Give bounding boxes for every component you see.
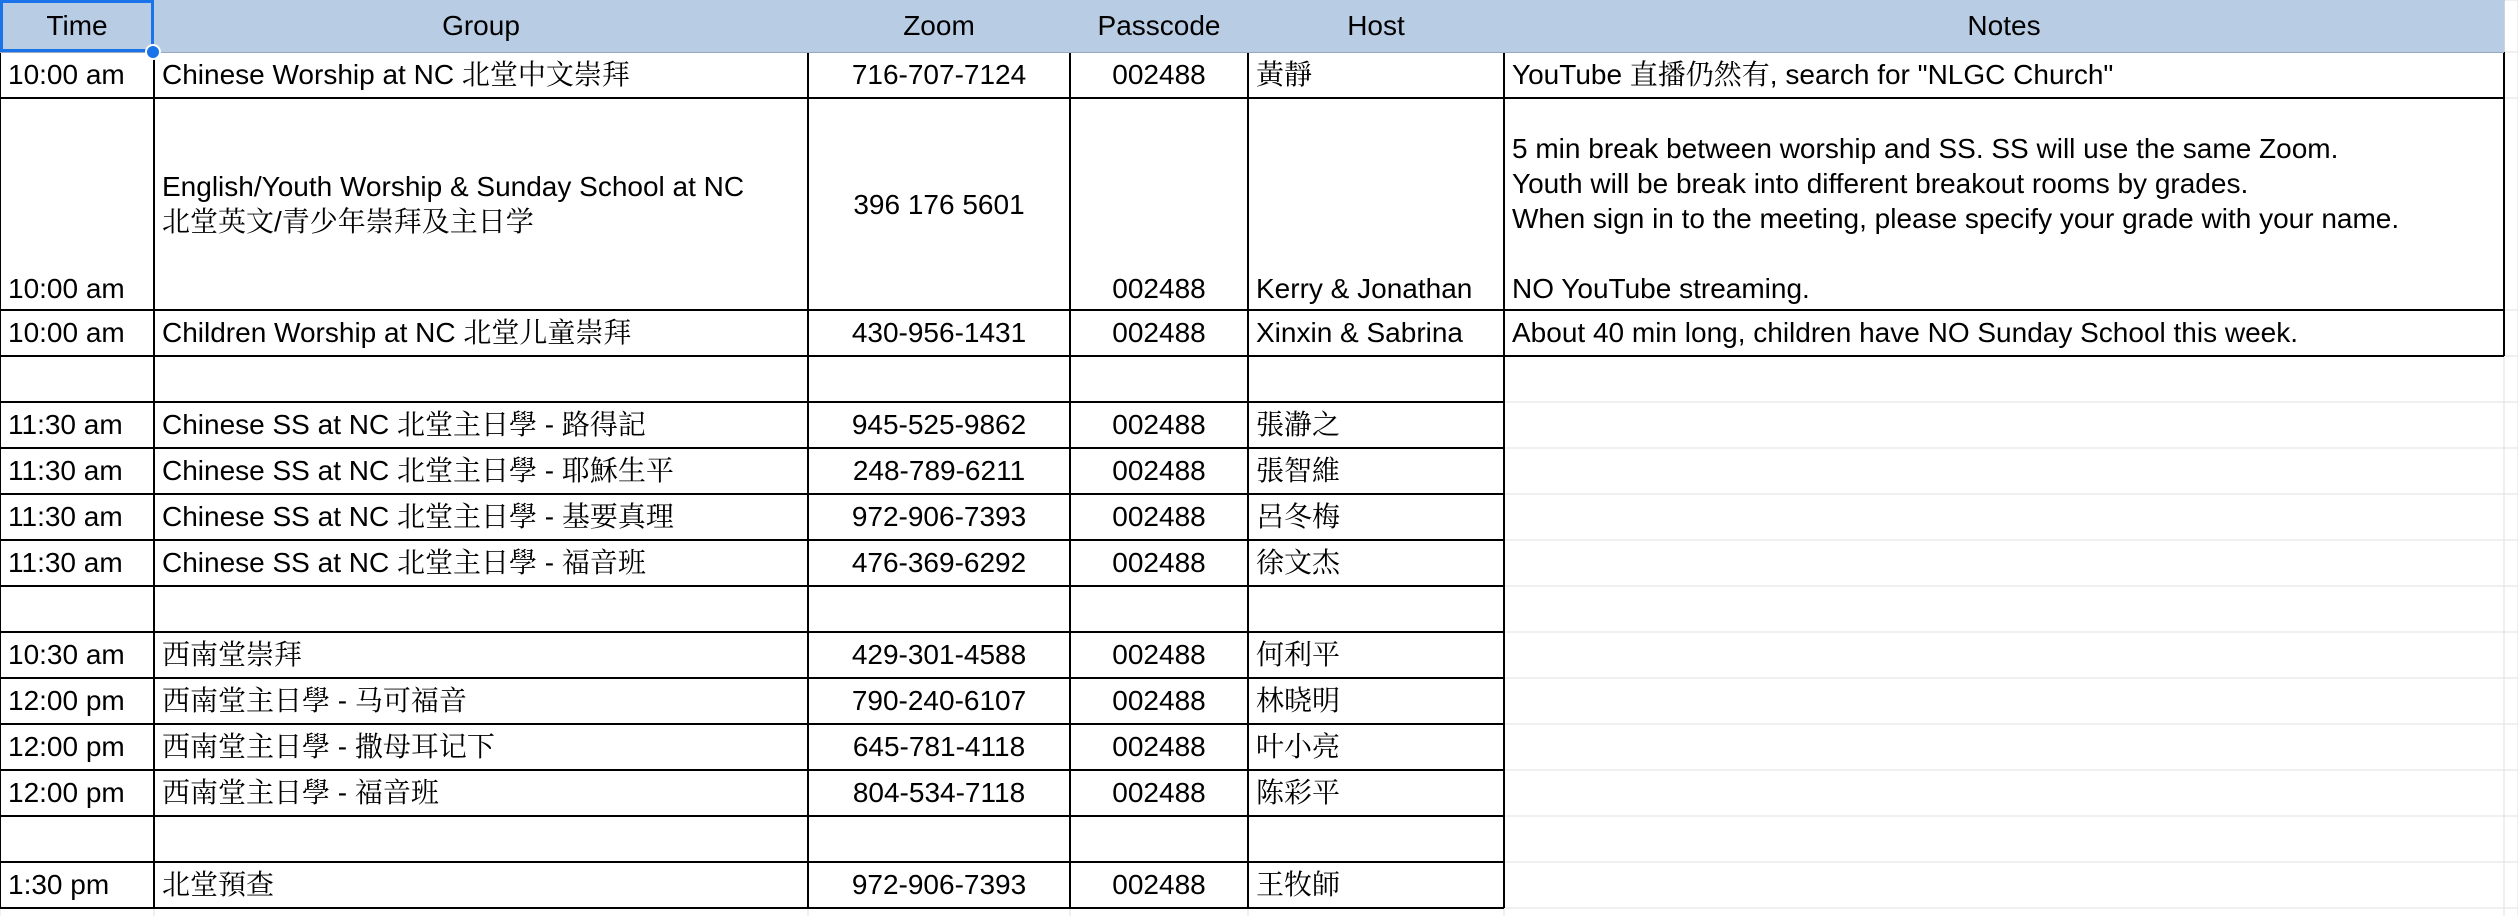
cell-passcode[interactable]: 002488 xyxy=(1112,501,1206,532)
cell-time[interactable]: 11:30 am xyxy=(8,409,123,440)
header-zoom[interactable]: Zoom xyxy=(808,0,1070,52)
cell-time[interactable]: 11:30 am xyxy=(8,455,123,486)
cell-group[interactable] xyxy=(154,356,808,402)
cell-zoom[interactable]: 645-781-4118 xyxy=(852,731,1026,762)
cell-notes[interactable] xyxy=(1504,494,2504,540)
header-time[interactable]: Time xyxy=(0,0,154,52)
cell-time[interactable]: 10:00 am xyxy=(8,317,125,348)
cell-host[interactable]: Kerry & Jonathan xyxy=(1256,273,1473,304)
cell-notes[interactable] xyxy=(1504,632,2504,678)
cell-zoom[interactable]: 945-525-9862 xyxy=(851,409,1027,440)
cell-group[interactable]: 西南堂主日學 - 福音班 xyxy=(162,777,439,808)
cell-passcode[interactable] xyxy=(1070,816,1248,862)
cell-host[interactable]: Xinxin & Sabrina xyxy=(1256,317,1464,348)
cell-notes[interactable] xyxy=(1504,816,2504,862)
cell-notes[interactable]: 5 min break between worship and SS. SS will use the same Zoom. Youth will be break into different breakout rooms by grades. When sign in to the meeting, please specify your grade with your name. NO YouTube streaming. xyxy=(1512,133,2400,304)
cell-group[interactable] xyxy=(154,586,808,632)
cell-time[interactable]: 10:00 am xyxy=(8,273,125,304)
header-notes[interactable]: Notes xyxy=(1504,0,2504,52)
cell-host[interactable]: 陈彩平 xyxy=(1256,777,1341,808)
cell-zoom[interactable] xyxy=(808,816,1070,862)
cell-time[interactable]: 11:30 am xyxy=(8,547,123,578)
cell-passcode[interactable] xyxy=(1070,356,1248,402)
cell-host[interactable]: 叶小亮 xyxy=(1256,731,1341,762)
cell-group[interactable]: 西南堂主日學 - 撒母耳记下 xyxy=(162,731,495,762)
cell-zoom[interactable] xyxy=(808,586,1070,632)
header-host[interactable]: Host xyxy=(1248,0,1504,52)
cell-host[interactable]: 林晓明 xyxy=(1256,685,1341,716)
cell-passcode[interactable]: 002488 xyxy=(1112,317,1206,348)
cell-group[interactable] xyxy=(154,816,808,862)
cell-zoom[interactable]: 430-956-1431 xyxy=(851,317,1027,348)
header-group[interactable]: Group xyxy=(154,0,808,52)
cell-passcode[interactable]: 002488 xyxy=(1112,455,1206,486)
cell-notes[interactable]: YouTube 直播仍然有, search for "NLGC Church" xyxy=(1512,59,2114,90)
cell-time[interactable]: 10:00 am xyxy=(8,59,125,90)
cell-passcode[interactable]: 002488 xyxy=(1112,639,1206,670)
cell-host[interactable]: 徐文杰 xyxy=(1256,547,1341,578)
cell-host[interactable]: 張智維 xyxy=(1256,455,1341,486)
cell-group[interactable]: Chinese SS at NC 北堂主日學 - 耶穌生平 xyxy=(162,455,674,486)
cell-notes[interactable] xyxy=(1504,586,2504,632)
cell-time[interactable] xyxy=(0,356,154,402)
cell-group[interactable]: Chinese SS at NC 北堂主日學 - 福音班 xyxy=(162,547,646,578)
cell-passcode[interactable]: 002488 xyxy=(1112,869,1206,900)
cell-notes[interactable] xyxy=(1504,402,2504,448)
cell-notes[interactable] xyxy=(1504,678,2504,724)
cell-zoom[interactable]: 790-240-6107 xyxy=(851,685,1027,716)
cell-passcode[interactable] xyxy=(1070,586,1248,632)
cell-notes[interactable] xyxy=(1504,862,2504,908)
cell-passcode[interactable]: 002488 xyxy=(1112,777,1206,808)
cell-group[interactable]: Children Worship at NC 北堂儿童崇拜 xyxy=(162,317,632,348)
cell-group[interactable]: English/Youth Worship & Sunday School at NC 北堂英文/青少年崇拜及主日学 xyxy=(162,171,745,237)
cell-zoom[interactable]: 476-369-6292 xyxy=(851,547,1027,578)
cell-zoom[interactable] xyxy=(808,356,1070,402)
cell-notes[interactable] xyxy=(1504,448,2504,494)
cell-zoom[interactable]: 429-301-4588 xyxy=(851,639,1027,670)
cell-notes[interactable] xyxy=(1504,356,2504,402)
cell-passcode[interactable]: 002488 xyxy=(1112,59,1206,90)
cell-zoom[interactable]: 972-906-7393 xyxy=(851,869,1027,900)
cell-zoom[interactable]: 248-789-6211 xyxy=(852,455,1026,486)
cell-host[interactable]: 張瀞之 xyxy=(1256,409,1341,440)
cell-notes[interactable] xyxy=(1504,540,2504,586)
cell-group[interactable]: 西南堂主日學 - 马可福音 xyxy=(162,685,467,716)
cell-passcode[interactable]: 002488 xyxy=(1112,273,1206,304)
cell-zoom[interactable]: 972-906-7393 xyxy=(851,501,1027,532)
cell-time[interactable]: 1:30 pm xyxy=(8,869,110,900)
cell-group[interactable]: 西南堂崇拜 xyxy=(162,639,303,670)
cell-passcode[interactable]: 002488 xyxy=(1112,547,1206,578)
cell-group[interactable]: Chinese Worship at NC 北堂中文崇拜 xyxy=(162,59,630,90)
cell-host[interactable] xyxy=(1248,586,1504,632)
cell-host[interactable] xyxy=(1248,816,1504,862)
cell-zoom[interactable]: 716-707-7124 xyxy=(851,59,1027,90)
cell-passcode[interactable]: 002488 xyxy=(1112,685,1206,716)
header-passcode[interactable]: Passcode xyxy=(1070,0,1248,52)
cell-passcode[interactable]: 002488 xyxy=(1112,731,1206,762)
cell-time[interactable] xyxy=(0,586,154,632)
cell-notes[interactable] xyxy=(1504,770,2504,816)
cell-host[interactable]: 呂冬梅 xyxy=(1256,501,1341,532)
cell-group[interactable]: Chinese SS at NC 北堂主日學 - 基要真理 xyxy=(162,501,674,532)
cell-time[interactable]: 12:00 pm xyxy=(8,685,125,716)
cell-host[interactable] xyxy=(1248,356,1504,402)
cell-notes[interactable]: About 40 min long, children have NO Sunday School this week. xyxy=(1512,317,2299,348)
cell-group[interactable]: 北堂預查 xyxy=(162,869,275,900)
cell-time[interactable]: 10:30 am xyxy=(8,639,125,670)
cell-group[interactable]: Chinese SS at NC 北堂主日學 - 路得記 xyxy=(162,409,646,440)
cell-time[interactable]: 11:30 am xyxy=(8,501,123,532)
cell-host[interactable]: 王牧師 xyxy=(1256,869,1341,900)
cell-host[interactable]: 黃靜 xyxy=(1256,59,1313,90)
cell-passcode[interactable]: 002488 xyxy=(1112,409,1206,440)
cell-zoom[interactable]: 804-534-7118 xyxy=(852,777,1026,808)
cell-time[interactable] xyxy=(0,816,154,862)
cell-time[interactable]: 12:00 pm xyxy=(8,731,125,762)
cell-host[interactable]: 何利平 xyxy=(1256,639,1341,670)
cell-zoom[interactable]: 396 176 5601 xyxy=(853,188,1025,220)
cell-time[interactable]: 12:00 pm xyxy=(8,777,125,808)
cell-notes[interactable] xyxy=(1504,724,2504,770)
